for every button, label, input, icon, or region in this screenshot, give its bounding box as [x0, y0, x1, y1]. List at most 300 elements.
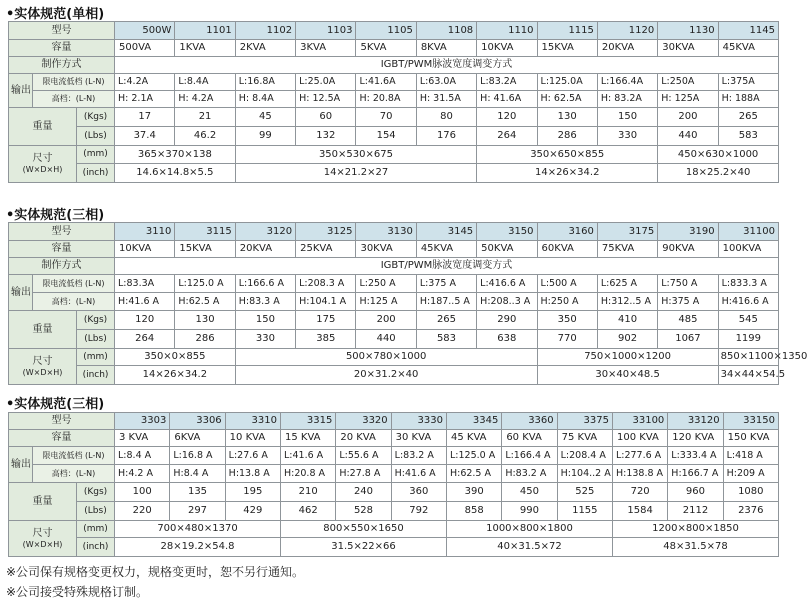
- model-number: 3375: [557, 413, 612, 430]
- capacity-value: 20KVA: [597, 40, 657, 57]
- weight-kgs-value: 150: [235, 311, 295, 330]
- weight-label: 重量: [9, 311, 77, 349]
- weight-kgs-row: [9, 311, 779, 330]
- model-number: 3115: [175, 223, 235, 241]
- size-inch-value: 34×44×54.5: [718, 366, 778, 385]
- model-number: 1103: [296, 22, 356, 40]
- model-row: [9, 22, 779, 40]
- size-mm-value: 750×1000×1200: [537, 349, 718, 366]
- weight-lbs-value: 264: [477, 127, 537, 146]
- high-current-value: H: 41.6A: [477, 91, 537, 108]
- footnote: ※公司保有规格变更权力，规格变更时，恕不另行通知。: [6, 565, 305, 579]
- low-current-value: L:833.3 A: [718, 275, 778, 293]
- weight-kgs-value: 290: [477, 311, 537, 330]
- spec-table: [8, 222, 807, 385]
- method-row: [9, 57, 779, 74]
- high-current-value: H:375 A: [658, 293, 718, 311]
- model-label: 型号: [9, 413, 115, 430]
- model-row: [9, 413, 779, 430]
- model-number: 3125: [296, 223, 356, 241]
- weight-lbs-value: 154: [356, 127, 416, 146]
- low-current-value: L:208.4 A: [557, 447, 612, 465]
- low-current-value: L:8.4 A: [115, 447, 170, 465]
- lbs-unit: (Lbs): [77, 502, 115, 521]
- weight-kgs-value: 120: [115, 311, 175, 330]
- weight-lbs-value: 2376: [723, 502, 778, 521]
- capacity-value: 25KVA: [296, 241, 356, 258]
- size-inch-value: 14×21.2×27: [235, 164, 476, 183]
- weight-lbs-value: 638: [477, 330, 537, 349]
- size-mm-value: 350×530×675: [235, 146, 476, 164]
- method-value: IGBT/PWM脉波宽度调变方式: [115, 57, 779, 74]
- weight-kgs-value: 720: [612, 483, 667, 502]
- weight-kgs-value: 390: [446, 483, 501, 502]
- model-number: 3310: [225, 413, 280, 430]
- capacity-value: 500VA: [115, 40, 175, 57]
- size-inch-value: 14.6×14.8×5.5: [115, 164, 236, 183]
- weight-lbs-value: 440: [356, 330, 416, 349]
- weight-lbs-value: 2112: [668, 502, 723, 521]
- capacity-value: 120 KVA: [668, 430, 723, 447]
- weight-lbs-value: 220: [115, 502, 170, 521]
- high-current-value: H:41.6 A: [115, 293, 175, 311]
- high-current-value: H: 125A: [658, 91, 718, 108]
- inch-unit: (inch): [77, 366, 115, 385]
- lbs-unit: (Lbs): [77, 127, 115, 146]
- weight-kgs-row: [9, 483, 779, 502]
- low-current-value: L:418 A: [723, 447, 778, 465]
- capacity-value: 45KVA: [416, 241, 476, 258]
- size-title: 尺寸: [32, 153, 53, 164]
- low-current-label: 限电流低档 (L-N): [33, 275, 115, 293]
- weight-kgs-value: 450: [502, 483, 557, 502]
- capacity-value: 10KVA: [115, 241, 175, 258]
- low-current-value: L:277.6 A: [612, 447, 667, 465]
- section-title: •实体规范(三相): [6, 208, 105, 223]
- weight-kgs-value: 200: [658, 108, 718, 127]
- size-mm-value: 500×780×1000: [235, 349, 537, 366]
- high-current-value: H: 2.1A: [115, 91, 175, 108]
- low-current-value: L:41.6A: [356, 74, 416, 91]
- low-current-value: L:625 A: [597, 275, 657, 293]
- model-number: 1120: [597, 22, 657, 40]
- output-label: 输出: [9, 447, 33, 483]
- capacity-value: 60KVA: [537, 241, 597, 258]
- capacity-value: 15 KVA: [281, 430, 336, 447]
- weight-kgs-value: 350: [537, 311, 597, 330]
- model-number: 3330: [391, 413, 446, 430]
- output-label: 输出: [9, 275, 33, 311]
- low-current-value: L:166.6 A: [235, 275, 295, 293]
- model-number: 3130: [356, 223, 416, 241]
- size-mm-value: 1200×800×1850: [612, 521, 778, 538]
- high-current-value: H: 8.4A: [235, 91, 295, 108]
- low-current-value: L:4.2A: [115, 74, 175, 91]
- size-label: [9, 146, 77, 183]
- weight-lbs-value: 858: [446, 502, 501, 521]
- high-current-value: H: 4.2A: [175, 91, 235, 108]
- weight-kgs-value: 100: [115, 483, 170, 502]
- capacity-value: 75KVA: [597, 241, 657, 258]
- high-current-value: H:27.8 A: [336, 465, 391, 483]
- capacity-value: 60 KVA: [502, 430, 557, 447]
- weight-label: 重量: [9, 108, 77, 146]
- weight-lbs-value: 99: [235, 127, 295, 146]
- high-current-value: H: 12.5A: [296, 91, 356, 108]
- weight-kgs-value: 70: [356, 108, 416, 127]
- weight-kgs-value: 130: [537, 108, 597, 127]
- low-current-value: L:63.0A: [416, 74, 476, 91]
- size-inch-value: 18×25.2×40: [658, 164, 779, 183]
- capacity-label: 容量: [9, 430, 115, 447]
- model-number: 1110: [477, 22, 537, 40]
- weight-lbs-value: 770: [537, 330, 597, 349]
- mm-unit: (mm): [77, 349, 115, 366]
- model-number: 1105: [356, 22, 416, 40]
- size-mm-value: 800×550×1650: [281, 521, 447, 538]
- output-high-row: [9, 91, 779, 108]
- model-number: 3315: [281, 413, 336, 430]
- weight-lbs-row: [9, 127, 779, 146]
- model-number: 3110: [115, 223, 175, 241]
- low-current-value: L:83.2 A: [391, 447, 446, 465]
- weight-kgs-value: 80: [416, 108, 476, 127]
- weight-kgs-value: 240: [336, 483, 391, 502]
- model-number: 3306: [170, 413, 225, 430]
- high-current-value: H:104..2 A: [557, 465, 612, 483]
- output-high-row: [9, 293, 779, 311]
- weight-kgs-value: 21: [175, 108, 235, 127]
- size-label: [9, 521, 77, 557]
- spec-table: [8, 412, 779, 557]
- inch-unit: (inch): [77, 164, 115, 183]
- capacity-value: 8KVA: [416, 40, 476, 57]
- high-current-value: H:62.5 A: [446, 465, 501, 483]
- section-title: •实体规范(单相): [6, 7, 105, 22]
- output-label: 输出: [9, 74, 33, 108]
- weight-lbs-value: 1155: [557, 502, 612, 521]
- low-current-value: L:125.0 A: [175, 275, 235, 293]
- size-inch-row: [9, 164, 779, 183]
- low-current-label: 限电流低档 (L-N): [33, 74, 115, 91]
- weight-lbs-value: 264: [115, 330, 175, 349]
- low-current-value: L:27.6 A: [225, 447, 280, 465]
- high-current-value: H: 20.8A: [356, 91, 416, 108]
- weight-lbs-row: [9, 330, 779, 349]
- low-current-value: L:500 A: [537, 275, 597, 293]
- weight-kgs-value: 960: [668, 483, 723, 502]
- weight-kgs-value: 265: [718, 108, 778, 127]
- weight-kgs-value: 120: [477, 108, 537, 127]
- capacity-value: 15KVA: [537, 40, 597, 57]
- weight-kgs-value: 525: [557, 483, 612, 502]
- method-value: IGBT/PWM脉波宽度调变方式: [115, 258, 779, 275]
- capacity-label: 容量: [9, 40, 115, 57]
- low-current-value: L:208.3 A: [296, 275, 356, 293]
- model-number: 1102: [235, 22, 295, 40]
- capacity-value: 1KVA: [175, 40, 235, 57]
- weight-lbs-value: 583: [416, 330, 476, 349]
- high-current-value: H:312..5 A: [597, 293, 657, 311]
- weight-kgs-value: 200: [356, 311, 416, 330]
- model-number: 31100: [718, 223, 778, 241]
- method-row: [9, 258, 779, 275]
- footnote: ※公司接受特殊规格订制。: [6, 585, 149, 599]
- size-inch-value: 28×19.2×54.8: [115, 538, 281, 557]
- size-inch-value: 14×26×34.2: [477, 164, 658, 183]
- low-current-value: L:166.4A: [597, 74, 657, 91]
- weight-kgs-value: 210: [281, 483, 336, 502]
- capacity-value: 45KVA: [718, 40, 778, 57]
- capacity-value: 6KVA: [170, 430, 225, 447]
- low-current-value: L:333.4 A: [668, 447, 723, 465]
- low-current-value: L:16.8 A: [170, 447, 225, 465]
- weight-kgs-value: 360: [391, 483, 446, 502]
- capacity-value: 20KVA: [235, 241, 295, 258]
- high-current-value: H: 31.5A: [416, 91, 476, 108]
- size-inch-row: [9, 366, 779, 385]
- weight-kgs-value: 60: [296, 108, 356, 127]
- capacity-value: 75 KVA: [557, 430, 612, 447]
- size-mm-row: [9, 349, 779, 366]
- size-mm-value: 450×630×1000: [658, 146, 779, 164]
- capacity-value: 10 KVA: [225, 430, 280, 447]
- capacity-value: 2KVA: [235, 40, 295, 57]
- weight-lbs-value: 1067: [658, 330, 718, 349]
- capacity-value: 20 KVA: [336, 430, 391, 447]
- size-title: 尺寸: [32, 527, 53, 539]
- output-low-row: [9, 447, 779, 465]
- low-current-value: L:16.8A: [235, 74, 295, 91]
- low-current-value: L:166.4 A: [502, 447, 557, 465]
- model-number: 3345: [446, 413, 501, 430]
- capacity-value: 50KVA: [477, 241, 537, 258]
- high-current-value: H: 62.5A: [537, 91, 597, 108]
- weight-lbs-value: 330: [597, 127, 657, 146]
- weight-lbs-value: 1199: [718, 330, 778, 349]
- capacity-value: 5KVA: [356, 40, 416, 57]
- low-current-value: L:25.0A: [296, 74, 356, 91]
- model-number: 1145: [718, 22, 778, 40]
- size-inch-row: [9, 538, 779, 557]
- weight-kgs-value: 195: [225, 483, 280, 502]
- weight-kgs-value: 410: [597, 311, 657, 330]
- low-current-value: L:125.0A: [537, 74, 597, 91]
- size-mm-value: 700×480×1370: [115, 521, 281, 538]
- high-current-label: 高档：(L-N): [33, 293, 115, 311]
- weight-kgs-value: 1080: [723, 483, 778, 502]
- model-number: 3190: [658, 223, 718, 241]
- section-title: •实体规范(三相): [6, 397, 105, 412]
- high-current-value: H:20.8 A: [281, 465, 336, 483]
- low-current-value: L:83.2A: [477, 74, 537, 91]
- model-number: 3160: [537, 223, 597, 241]
- capacity-value: 90KVA: [658, 241, 718, 258]
- model-number: 3145: [416, 223, 476, 241]
- weight-lbs-value: 385: [296, 330, 356, 349]
- model-number: 33150: [723, 413, 778, 430]
- low-current-value: L:8.4A: [175, 74, 235, 91]
- weight-kgs-value: 485: [658, 311, 718, 330]
- model-number: 3175: [597, 223, 657, 241]
- model-number: 500W: [115, 22, 175, 40]
- size-mm-row: [9, 521, 779, 538]
- weight-lbs-value: 132: [296, 127, 356, 146]
- high-current-value: H:187..5 A: [416, 293, 476, 311]
- model-row: [9, 223, 779, 241]
- model-label: 型号: [9, 22, 115, 40]
- kgs-unit: (Kgs): [77, 483, 115, 502]
- size-inch-value: 14×26×34.2: [115, 366, 236, 385]
- spec-table: [8, 21, 779, 183]
- model-number: 1130: [658, 22, 718, 40]
- high-current-value: H: 188A: [718, 91, 778, 108]
- capacity-value: 150 KVA: [723, 430, 778, 447]
- mm-unit: (mm): [77, 521, 115, 538]
- lbs-unit: (Lbs): [77, 330, 115, 349]
- high-current-value: H:416.6 A: [718, 293, 778, 311]
- weight-kgs-value: 150: [597, 108, 657, 127]
- weight-lbs-value: 440: [658, 127, 718, 146]
- kgs-unit: (Kgs): [77, 108, 115, 127]
- weight-lbs-value: 462: [281, 502, 336, 521]
- weight-lbs-value: 792: [391, 502, 446, 521]
- capacity-row: [9, 40, 779, 57]
- low-current-value: L:375 A: [416, 275, 476, 293]
- high-current-value: H:83.3 A: [235, 293, 295, 311]
- model-number: 3150: [477, 223, 537, 241]
- weight-lbs-value: 583: [718, 127, 778, 146]
- size-inch-value: 20×31.2×40: [235, 366, 537, 385]
- weight-lbs-value: 46.2: [175, 127, 235, 146]
- weight-lbs-value: 37.4: [115, 127, 175, 146]
- model-number: 3360: [502, 413, 557, 430]
- capacity-value: 30 KVA: [391, 430, 446, 447]
- high-current-value: H:4.2 A: [115, 465, 170, 483]
- capacity-value: 3 KVA: [115, 430, 170, 447]
- capacity-label: 容量: [9, 241, 115, 258]
- high-current-value: H: 83.2A: [597, 91, 657, 108]
- size-subtitle: (W×D×H): [22, 367, 63, 377]
- size-inch-value: 31.5×22×66: [281, 538, 447, 557]
- weight-lbs-value: 990: [502, 502, 557, 521]
- high-current-label: 高档：(L-N): [33, 91, 115, 108]
- model-label: 型号: [9, 223, 115, 241]
- model-number: 3303: [115, 413, 170, 430]
- weight-lbs-value: 528: [336, 502, 391, 521]
- model-number: 1115: [537, 22, 597, 40]
- low-current-value: L:250 A: [356, 275, 416, 293]
- high-current-value: H:41.6 A: [391, 465, 446, 483]
- low-current-label: 限电流低档 (L-N): [33, 447, 115, 465]
- weight-kgs-value: 130: [175, 311, 235, 330]
- output-low-row: [9, 74, 779, 91]
- weight-lbs-value: 1584: [612, 502, 667, 521]
- low-current-value: L:375A: [718, 74, 778, 91]
- size-mm-value: 350×0×855: [115, 349, 236, 366]
- high-current-label: 高档：(L-N): [33, 465, 115, 483]
- weight-lbs-value: 286: [537, 127, 597, 146]
- low-current-value: L:83.3A: [115, 275, 175, 293]
- high-current-value: H:125 A: [356, 293, 416, 311]
- output-high-row: [9, 465, 779, 483]
- inch-unit: (inch): [77, 538, 115, 557]
- weight-kgs-row: [9, 108, 779, 127]
- capacity-value: 45 KVA: [446, 430, 501, 447]
- low-current-value: L:125.0 A: [446, 447, 501, 465]
- weight-lbs-value: 286: [175, 330, 235, 349]
- capacity-value: 15KVA: [175, 241, 235, 258]
- high-current-value: H:83.2 A: [502, 465, 557, 483]
- weight-lbs-value: 902: [597, 330, 657, 349]
- model-number: 3120: [235, 223, 295, 241]
- high-current-value: H:62.5 A: [175, 293, 235, 311]
- size-mm-value: 365×370×138: [115, 146, 236, 164]
- high-current-value: H:250 A: [537, 293, 597, 311]
- low-current-value: L:416.6 A: [477, 275, 537, 293]
- capacity-value: 10KVA: [477, 40, 537, 57]
- weight-kgs-value: 17: [115, 108, 175, 127]
- size-subtitle: (W×D×H): [22, 539, 63, 549]
- capacity-row: [9, 241, 779, 258]
- size-mm-value: 350×650×855: [477, 146, 658, 164]
- capacity-value: 100 KVA: [612, 430, 667, 447]
- low-current-value: L:750 A: [658, 275, 718, 293]
- weight-lbs-value: 429: [225, 502, 280, 521]
- size-inch-value: 30×40×48.5: [537, 366, 718, 385]
- model-number: 33120: [668, 413, 723, 430]
- low-current-value: L:41.6 A: [281, 447, 336, 465]
- kgs-unit: (Kgs): [77, 311, 115, 330]
- size-label: [9, 349, 77, 385]
- weight-lbs-value: 176: [416, 127, 476, 146]
- size-mm-row: [9, 146, 779, 164]
- high-current-value: H:8.4 A: [170, 465, 225, 483]
- model-number: 1101: [175, 22, 235, 40]
- high-current-value: H:209 A: [723, 465, 778, 483]
- size-mm-value: 850×1100×1350: [718, 349, 778, 366]
- high-current-value: H:104.1 A: [296, 293, 356, 311]
- weight-kgs-value: 265: [416, 311, 476, 330]
- capacity-row: [9, 430, 779, 447]
- weight-lbs-row: [9, 502, 779, 521]
- capacity-value: 100KVA: [718, 241, 778, 258]
- size-inch-value: 40×31.5×72: [446, 538, 612, 557]
- high-current-value: H:208..3 A: [477, 293, 537, 311]
- method-label: 制作方式: [9, 258, 115, 275]
- model-number: 33100: [612, 413, 667, 430]
- high-current-value: H:138.8 A: [612, 465, 667, 483]
- size-mm-value: 1000×800×1800: [446, 521, 612, 538]
- size-subtitle: (W×D×H): [22, 165, 63, 174]
- weight-kgs-value: 545: [718, 311, 778, 330]
- model-number: 1108: [416, 22, 476, 40]
- low-current-value: L:250A: [658, 74, 718, 91]
- output-low-row: [9, 275, 779, 293]
- size-title: 尺寸: [32, 355, 53, 367]
- weight-lbs-value: 297: [170, 502, 225, 521]
- capacity-value: 3KVA: [296, 40, 356, 57]
- low-current-value: L:55.6 A: [336, 447, 391, 465]
- capacity-value: 30KVA: [356, 241, 416, 258]
- high-current-value: H:13.8 A: [225, 465, 280, 483]
- model-number: 3320: [336, 413, 391, 430]
- mm-unit: (mm): [77, 146, 115, 164]
- method-label: 制作方式: [9, 57, 115, 74]
- weight-kgs-value: 135: [170, 483, 225, 502]
- high-current-value: H:166.7 A: [668, 465, 723, 483]
- weight-kgs-value: 175: [296, 311, 356, 330]
